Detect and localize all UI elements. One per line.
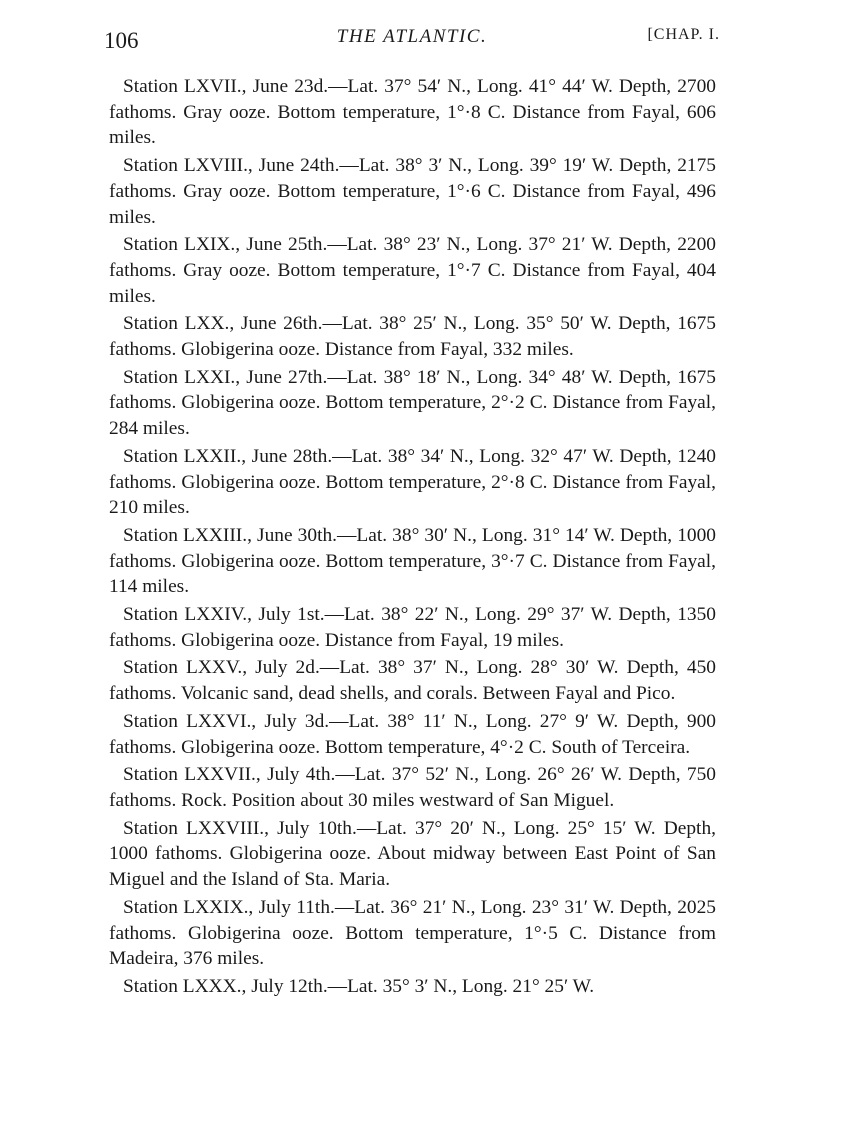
station-entry: Station LXVII., June 23d.—Lat. 37° 54′ N., Long. 41° 44′ W. Depth, 2700 fathoms. Gray ooze. Bottom temperature, 1°·8 C. Distance from Fayal, 606 miles. [109,76,716,149]
station-entry: Station LXXVIII., July 10th.—Lat. 37° 20′ N., Long. 25° 15′ W. Depth, 1000 fathoms. Globigerina ooze. About midway between East Point of San Miguel and the Island of Sta. Maria. [109,817,716,891]
station-entry: Station LXVIII., June 24th.—Lat. 38° 3′ N., Long. 39° 19′ W. Depth, 2175 fathoms. Gray ooze. Bottom temperature, 1°·6 C. Distance from Fayal, 496 miles. [109,155,716,228]
station-entry: Station LXXX., July 12th.—Lat. 35° 3′ N., Long. 21° 25′ W. [123,975,595,997]
running-title: THE ATLANTIC. [336,26,488,47]
station-entry: Station LXXI., June 27th.—Lat. 38° 18′ N., Long. 34° 48′ W. Depth, 1675 fathoms. Globigerina ooze. Bottom temperature, 2°·2 C. Distance from Fayal, 284 miles. [109,366,716,440]
station-entry: Station LXX., June 26th.—Lat. 38° 25′ N., Long. 35° 50′ W. Depth, 1675 fathoms. Globigerina ooze. Distance from Fayal, 332 miles. [109,313,716,361]
station-entry: Station LXXVII., July 4th.—Lat. 37° 52′ N., Long. 26° 26′ W. Depth, 750 fathoms. Rock. Position about 30 miles westward of San Miguel. [109,764,716,811]
station-list [109,74,716,1002]
station-entry: Station LXXIII., June 30th.—Lat. 38° 30′ N., Long. 31° 14′ W. Depth, 1000 fathoms. Globigerina ooze. Bottom temperature, 3°·7 C. Distance from Fayal, 114 miles. [109,524,716,598]
chapter-reference: [CHAP. I. [647,26,720,43]
page-header [104,26,720,60]
station-entry: Station LXXIV., July 1st.—Lat. 38° 22′ N., Long. 29° 37′ W. Depth, 1350 fathoms. Globigerina ooze. Distance from Fayal, 19 miles. [109,604,716,651]
station-entry: Station LXXVI., July 3d.—Lat. 38° 11′ N., Long. 27° 9′ W. Depth, 900 fathoms. Globigerina ooze. Bottom temperature, 4°·2 C. South of Terceira. [109,710,716,758]
station-entry: Station LXXII., June 28th.—Lat. 38° 34′ N., Long. 32° 47′ W. Depth, 1240 fathoms. Globigerina ooze. Bottom temperature, 2°·8 C. Distance from Fayal, 210 miles. [109,445,716,519]
station-entry: Station LXXIX., July 11th.—Lat. 36° 21′ N., Long. 23° 31′ W. Depth, 2025 fathoms. Globigerina ooze. Bottom temperature, 1°·5 C. Distance from Madeira, 376 miles. [109,896,716,970]
station-entry: Station LXXV., July 2d.—Lat. 38° 37′ N., Long. 28° 30′ W. Depth, 450 fathoms. Volcanic sand, dead shells, and corals. Between Fayal and Pico. [109,657,716,705]
page-number: 106 [104,28,139,53]
station-entry: Station LXIX., June 25th.—Lat. 38° 23′ N., Long. 37° 21′ W. Depth, 2200 fathoms. Gray ooze. Bottom temperature, 1°·7 C. Distance from Fayal, 404 miles. [109,234,716,307]
